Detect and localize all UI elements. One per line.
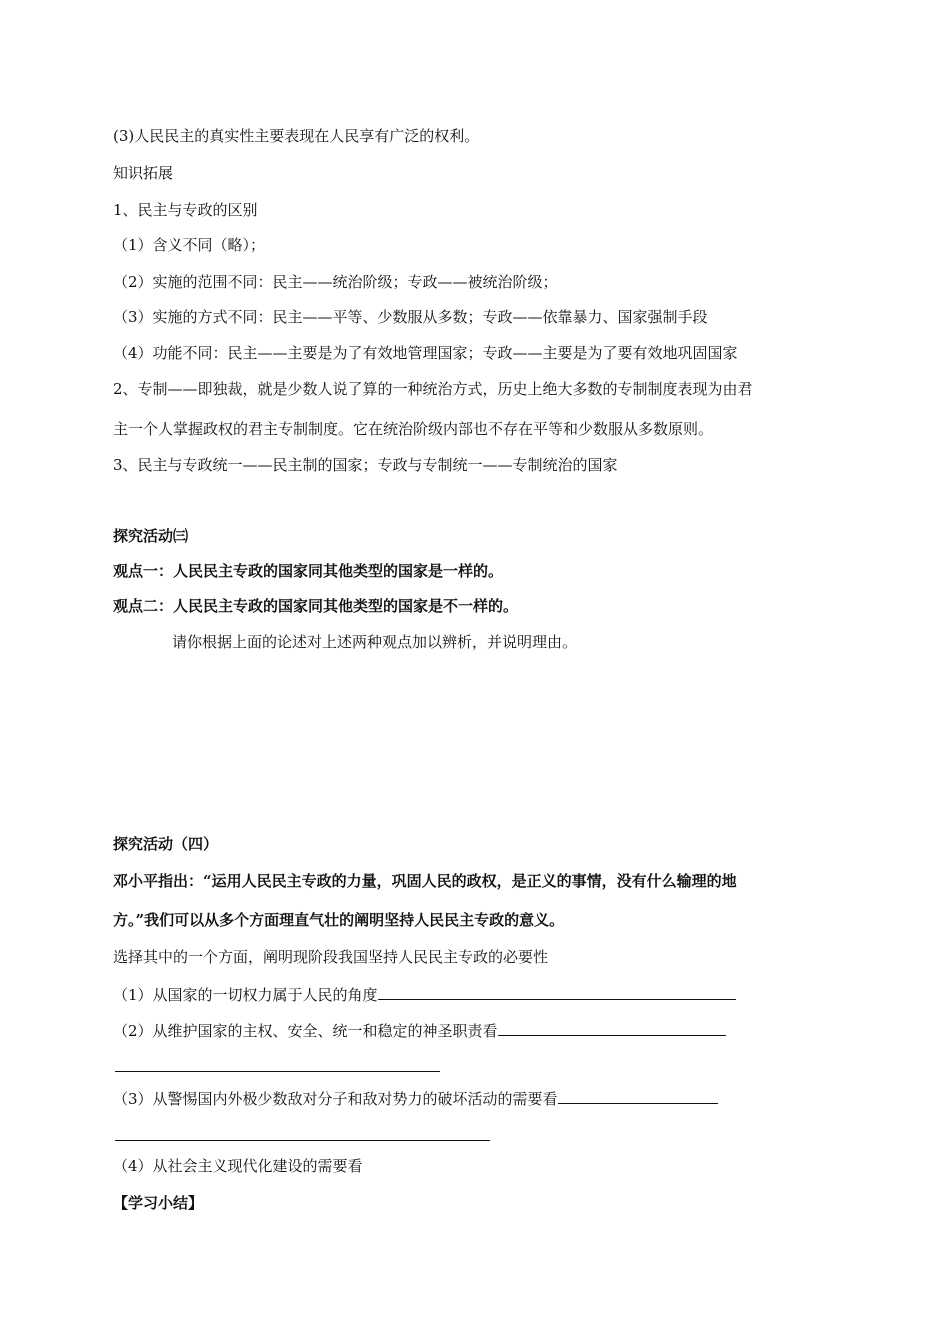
fill-item-3: [113, 1088, 718, 1109]
activity-heading-3: 探究活动㈢: [113, 527, 189, 545]
answer-blank[interactable]: [558, 1088, 718, 1104]
text-line: (3)人民民主的真实性主要表现在人民享有广泛的权利。: [113, 127, 480, 145]
fill-item-2: [113, 1020, 726, 1041]
summary-heading: 【学习小结】: [113, 1194, 204, 1212]
answer-blank-continuation[interactable]: [115, 1071, 440, 1072]
answer-blank[interactable]: [498, 1020, 726, 1036]
section-heading-knowledge-extension: 知识拓展: [113, 164, 174, 182]
viewpoint-one: 观点一：人民民主专政的国家同其他类型的国家是一样的。: [113, 562, 504, 580]
instruction-text: 请你根据上面的论述对上述两种观点加以辨析，并说明理由。: [172, 633, 578, 651]
text-line: （1）含义不同（略）；: [113, 236, 266, 254]
quote-line: 方。”我们可以从多个方面理直气壮的阐明坚持人民民主专政的意义。: [113, 911, 565, 929]
fill-item-label: （3）从警惕国内外极少数敌对分子和敌对势力的破坏活动的需要看: [113, 1090, 558, 1108]
activity-heading-4: 探究活动（四）: [113, 835, 219, 853]
text-line: （4）功能不同：民主——主要是为了有效地管理国家；专政——主要是为了要有效地巩固国家: [113, 344, 738, 362]
text-line: 主一个人掌握政权的君主专制制度。它在统治阶级内部也不存在平等和少数服从多数原则。: [113, 420, 714, 438]
text-line: 2、专制——即独裁，就是少数人说了算的一种统治方式，历史上绝大多数的专制制度表现为由君: [113, 380, 753, 398]
text-line: （2）实施的范围不同：民主——统治阶级；专政——被统治阶级；: [113, 273, 558, 291]
text-line: （3）实施的方式不同：民主——平等、少数服从多数；专政——依靠暴力、国家强制手段: [113, 308, 708, 326]
viewpoint-two: 观点二：人民民主专政的国家同其他类型的国家是不一样的。: [113, 597, 519, 615]
text-line: 1、民主与专政的区别: [113, 201, 258, 219]
quote-line: 邓小平指出：“运用人民民主专政的力量，巩固人民的政权，是正义的事情，没有什么输理的地: [113, 872, 737, 890]
fill-item-1: [113, 984, 736, 1005]
answer-blank[interactable]: [378, 984, 736, 1000]
answer-blank-continuation[interactable]: [115, 1140, 490, 1141]
task-text: 选择其中的一个方面，阐明现阶段我国坚持人民民主专政的必要性: [113, 948, 549, 966]
fill-item-label: （2）从维护国家的主权、安全、统一和稳定的神圣职责看: [113, 1022, 498, 1040]
fill-item-label: （1）从国家的一切权力属于人民的角度: [113, 986, 378, 1004]
text-line: 3、民主与专政统一——民主制的国家；专政与专制统一——专制统治的国家: [113, 456, 618, 474]
fill-item-4: （4）从社会主义现代化建设的需要看: [113, 1157, 363, 1175]
